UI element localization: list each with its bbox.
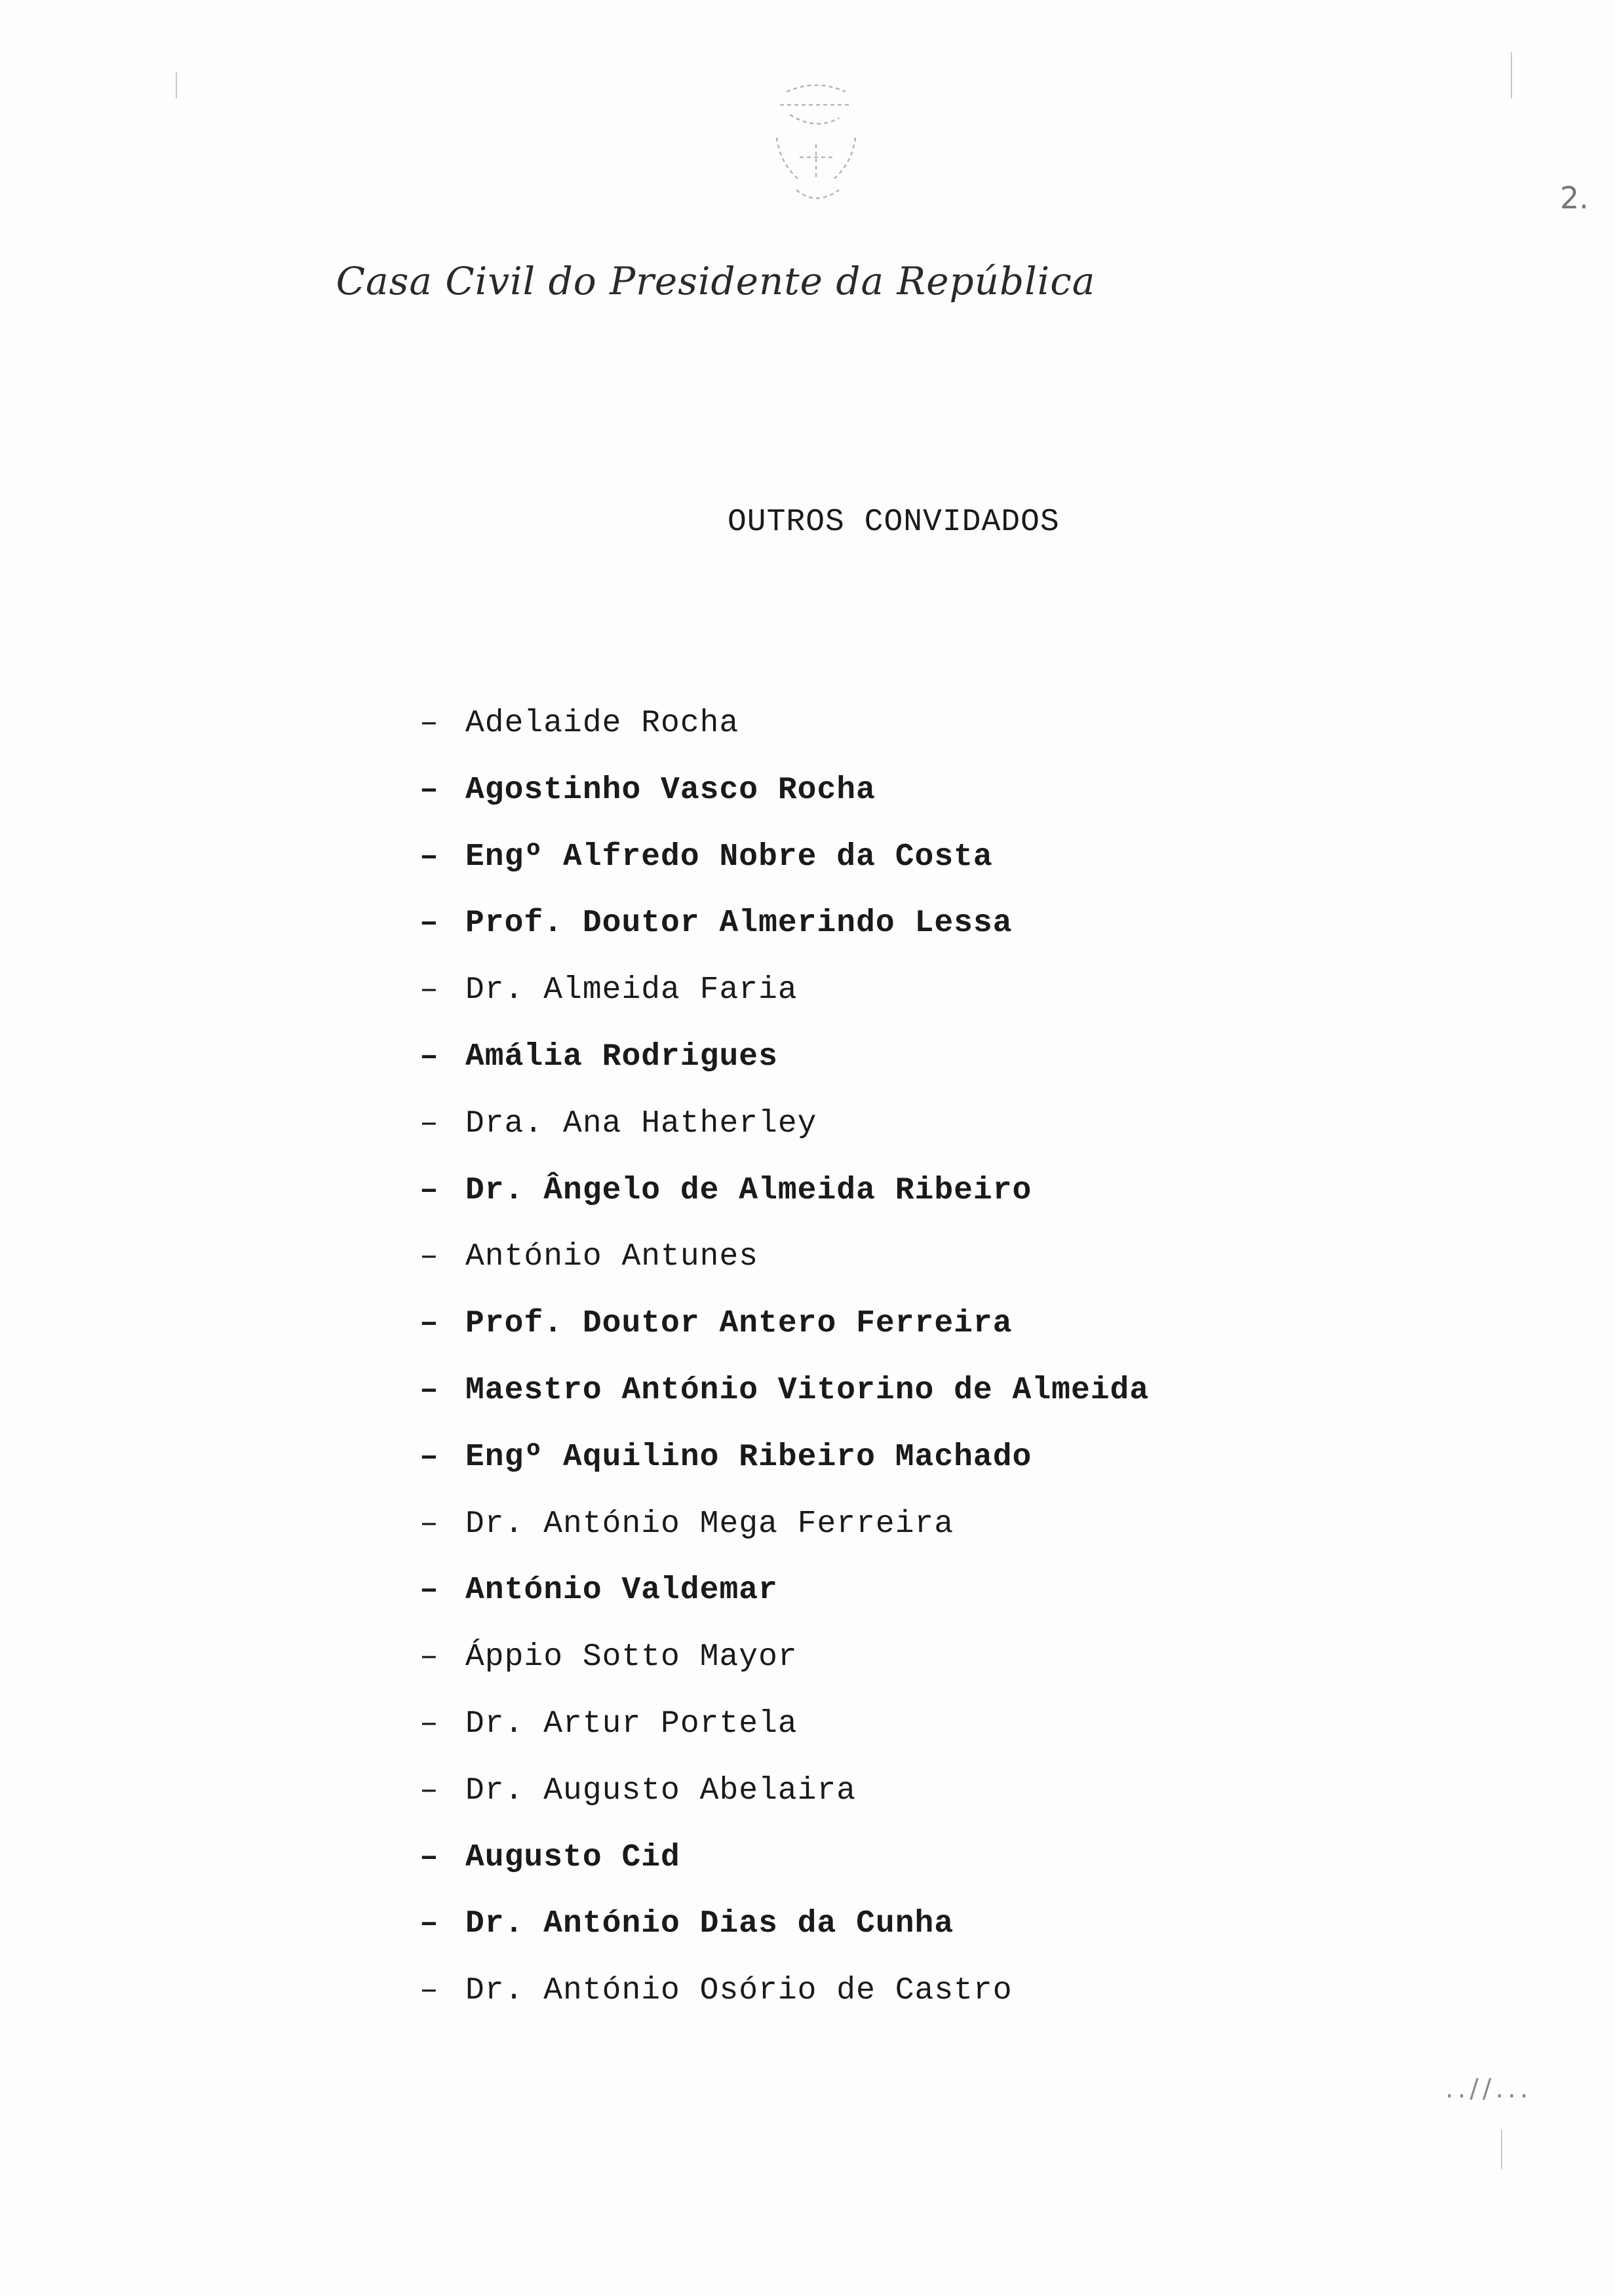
coat-of-arms-emblem xyxy=(741,66,891,229)
guest-name: Maestro António Vitorino de Almeida xyxy=(465,1372,1150,1408)
list-dash: – xyxy=(419,906,439,942)
guest-item xyxy=(419,704,1149,771)
guest-item xyxy=(419,1171,1149,1238)
scan-artifact xyxy=(1511,52,1512,98)
guest-item xyxy=(419,1237,1149,1304)
guest-name: Dr. Almeida Faria xyxy=(465,972,798,1008)
guest-item xyxy=(419,1037,1149,1104)
guest-name: Engº Alfredo Nobre da Costa xyxy=(465,839,993,875)
guest-item xyxy=(419,771,1149,837)
guest-name: Áppio Sotto Mayor xyxy=(465,1639,798,1675)
list-dash: – xyxy=(419,972,439,1008)
guest-name: Dr. Artur Portela xyxy=(465,1706,798,1742)
guest-item xyxy=(419,1637,1149,1704)
list-dash: – xyxy=(419,839,439,875)
guest-name: Augusto Cid xyxy=(465,1839,680,1875)
page-number: 2. xyxy=(1560,180,1589,216)
list-dash: – xyxy=(419,772,439,808)
list-dash: – xyxy=(419,1372,439,1408)
guest-name: Agostinho Vasco Rocha xyxy=(465,772,876,808)
guest-item xyxy=(419,904,1149,970)
guest-name: Dr. Ângelo de Almeida Ribeiro xyxy=(465,1172,1032,1208)
guest-name: Dra. Ana Hatherley xyxy=(465,1105,817,1141)
list-dash: – xyxy=(419,1906,439,1942)
guest-item xyxy=(419,1304,1149,1371)
list-dash: – xyxy=(419,1105,439,1141)
guest-name: Engº Aquilino Ribeiro Machado xyxy=(465,1439,1032,1475)
section-title: OUTROS CONVIDADOS xyxy=(728,505,1060,540)
list-dash: – xyxy=(419,1639,439,1675)
guest-name: Prof. Doutor Almerindo Lessa xyxy=(465,906,1013,942)
scan-artifact xyxy=(176,72,177,98)
guest-item xyxy=(419,1104,1149,1171)
guest-item xyxy=(419,1504,1149,1571)
guest-item xyxy=(419,1771,1149,1838)
list-dash: – xyxy=(419,1306,439,1342)
guest-name: Dr. Augusto Abelaira xyxy=(465,1772,857,1808)
list-dash: – xyxy=(419,1772,439,1808)
list-dash: – xyxy=(419,1172,439,1208)
guest-item xyxy=(419,1371,1149,1438)
guest-item xyxy=(419,970,1149,1037)
guest-name: Prof. Doutor Antero Ferreira xyxy=(465,1306,1013,1342)
list-dash: – xyxy=(419,1839,439,1875)
guest-item xyxy=(419,1838,1149,1905)
guest-name: Dr. António Mega Ferreira xyxy=(465,1506,954,1542)
list-dash: – xyxy=(419,1573,439,1609)
guest-name: Dr. António Dias da Cunha xyxy=(465,1906,954,1942)
scan-artifact xyxy=(1501,2130,1502,2169)
list-dash: – xyxy=(419,1239,439,1275)
list-dash: – xyxy=(419,1506,439,1542)
guest-item xyxy=(419,1704,1149,1771)
list-dash: – xyxy=(419,1973,439,2009)
guest-item xyxy=(419,1904,1149,1971)
list-dash: – xyxy=(419,706,439,741)
guest-name: Amália Rodrigues xyxy=(465,1039,778,1075)
guest-item xyxy=(419,837,1149,904)
guest-item xyxy=(419,1971,1149,2038)
guest-item xyxy=(419,1438,1149,1504)
list-dash: – xyxy=(419,1039,439,1075)
guest-name: Adelaide Rocha xyxy=(465,706,739,741)
guest-item xyxy=(419,1571,1149,1637)
guest-name: António Valdemar xyxy=(465,1573,778,1609)
guest-name: Dr. António Osório de Castro xyxy=(465,1973,1013,2009)
guest-list xyxy=(419,704,1149,2038)
list-dash: – xyxy=(419,1439,439,1475)
continuation-mark: ..//... xyxy=(1445,2074,1532,2104)
guest-name: António Antunes xyxy=(465,1239,759,1275)
list-dash: – xyxy=(419,1706,439,1742)
letterhead-title: Casa Civil do Presidente da República xyxy=(336,259,1096,303)
